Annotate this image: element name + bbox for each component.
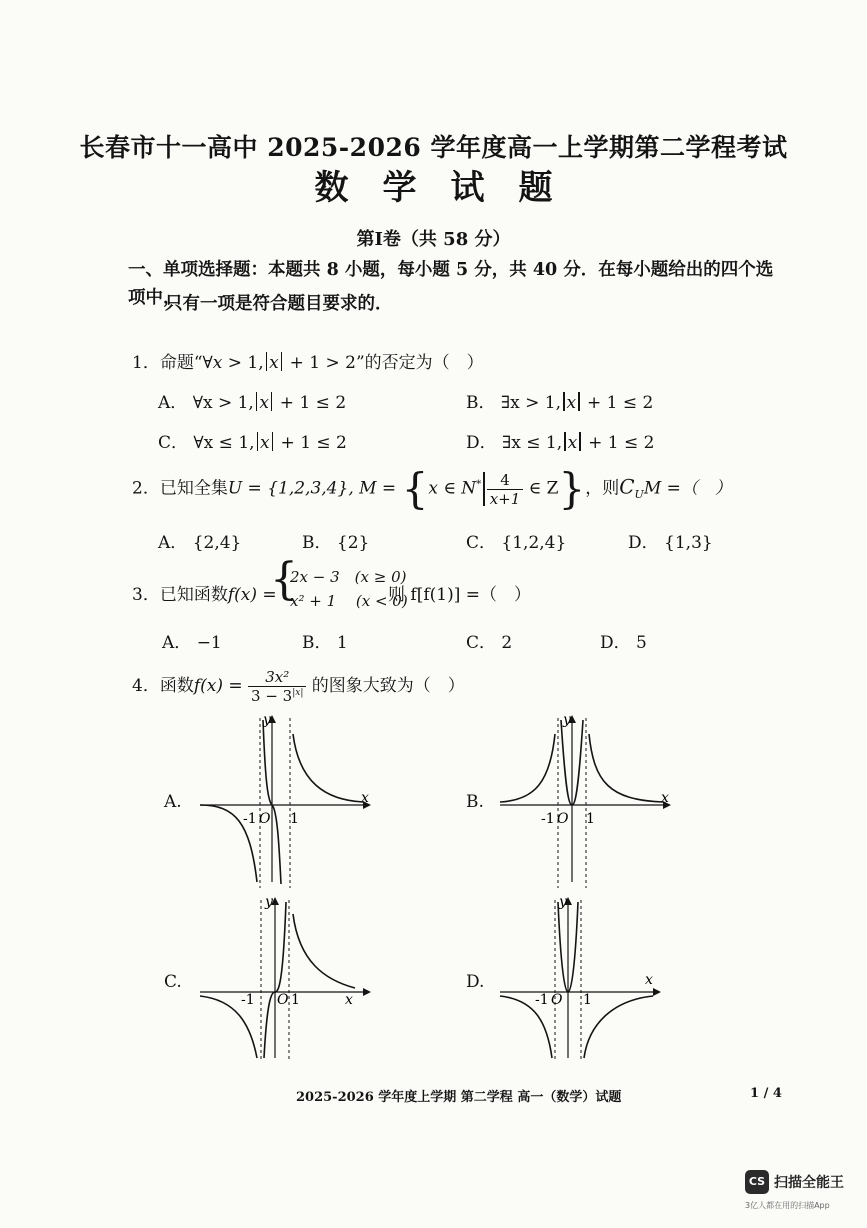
svg-text:O: O xyxy=(551,992,563,1008)
svg-text:y: y xyxy=(563,712,571,728)
option-b[interactable]: B． ∃x > 1, x + 1 ≤ 2 xyxy=(466,393,654,413)
camscanner-logo-icon: CS xyxy=(745,1170,769,1194)
question-3-label: 3．已知函数f(x) = xyxy=(132,585,277,605)
option-d[interactable]: D． {1,3} xyxy=(628,533,713,553)
graph-d xyxy=(495,892,675,1062)
option-b[interactable]: B． 1 xyxy=(302,633,348,653)
question-1: 1．命题“∀x > 1, x + 1 > 2”的否定为（ ） xyxy=(132,353,484,373)
svg-text:O: O xyxy=(259,811,271,827)
option-b[interactable]: B． {2} xyxy=(302,533,370,553)
svg-text:1: 1 xyxy=(290,811,299,827)
section-heading-cont: 只有一项是符合题目要求的． xyxy=(165,294,393,314)
question-3-stem: 则 f[f(1)] =（ ） xyxy=(388,585,531,605)
piecewise-case-1: 2x − 3 (x ≥ 0) xyxy=(290,568,407,586)
svg-text:x: x xyxy=(661,790,669,806)
question-4: 4．函数f(x) = $\frac{\text{3x²}}{3 - 3^{|x|}}$ 的图象大致为（ ） xyxy=(132,668,465,705)
graph-c xyxy=(195,892,375,1062)
option-a[interactable]: A． −1 xyxy=(162,633,222,653)
graph-option-c[interactable]: C. xyxy=(164,972,182,992)
graph-option-d[interactable]: D. xyxy=(466,972,485,992)
option-c[interactable]: C． {1,2,4} xyxy=(466,533,567,553)
option-a[interactable]: A． {2,4} xyxy=(158,533,242,553)
option-c[interactable]: C． ∀x ≤ 1, x + 1 ≤ 2 xyxy=(158,433,347,453)
page-footer: 2025-2026 学年度上学期 第二学程 高一（数学）试题 xyxy=(296,1090,622,1105)
option-d[interactable]: D． ∃x ≤ 1, x + 1 ≤ 2 xyxy=(466,433,655,453)
question-2: 2．已知全集U = {1,2,3,4}, M = {x ∈ N* $\frac{4}{x+1}$ ∈ Z}，则$C_UM$ =（ ） xyxy=(132,464,732,513)
option-d[interactable]: D． 5 xyxy=(600,633,647,653)
svg-text:1: 1 xyxy=(291,992,300,1008)
svg-text:-1: -1 xyxy=(535,992,549,1008)
svg-text:1: 1 xyxy=(586,811,595,827)
graph-option-b[interactable]: B. xyxy=(466,792,484,812)
svg-text:-1: -1 xyxy=(541,811,555,827)
piecewise-brace: { xyxy=(270,554,298,605)
svg-text:-1: -1 xyxy=(241,992,255,1008)
question-number: 1． xyxy=(132,353,160,373)
svg-text:O: O xyxy=(277,992,289,1008)
svg-text:-1: -1 xyxy=(243,811,257,827)
svg-text:y: y xyxy=(265,894,273,910)
svg-text:x: x xyxy=(345,992,353,1008)
exam-title: 长春市十一高中 2025-2026 学年度高一上学期第二学程考试 xyxy=(79,133,788,162)
exam-subject-title: 数学试题 xyxy=(314,168,587,208)
option-c[interactable]: C． 2 xyxy=(466,633,513,653)
piecewise-case-2: x² + 1 (x < 0) xyxy=(290,592,408,610)
watermark-subtitle: 3亿人都在用的扫描App xyxy=(745,1201,830,1210)
svg-text:y: y xyxy=(559,894,567,910)
graph-b xyxy=(495,712,675,890)
svg-text:x: x xyxy=(361,790,369,806)
graph-option-a[interactable]: A. xyxy=(164,792,182,812)
svg-text:y: y xyxy=(263,712,271,728)
section-heading: 一、单项选择题：本题共 8 小题，每小题 5 分，共 40 分．在每小题给出的四个选项中， xyxy=(128,260,774,308)
graph-a xyxy=(195,712,375,890)
svg-text:O: O xyxy=(557,811,569,827)
option-a[interactable]: A． ∀x > 1, x + 1 ≤ 2 xyxy=(158,393,347,413)
watermark-name: 扫描全能王 xyxy=(774,1175,844,1191)
volume-heading: 第Ⅰ卷（共 58 分） xyxy=(356,229,511,250)
scanner-watermark xyxy=(745,1170,865,1228)
page-number: 1 / 4 xyxy=(750,1086,782,1101)
svg-text:x: x xyxy=(645,972,653,988)
svg-text:1: 1 xyxy=(583,992,592,1008)
